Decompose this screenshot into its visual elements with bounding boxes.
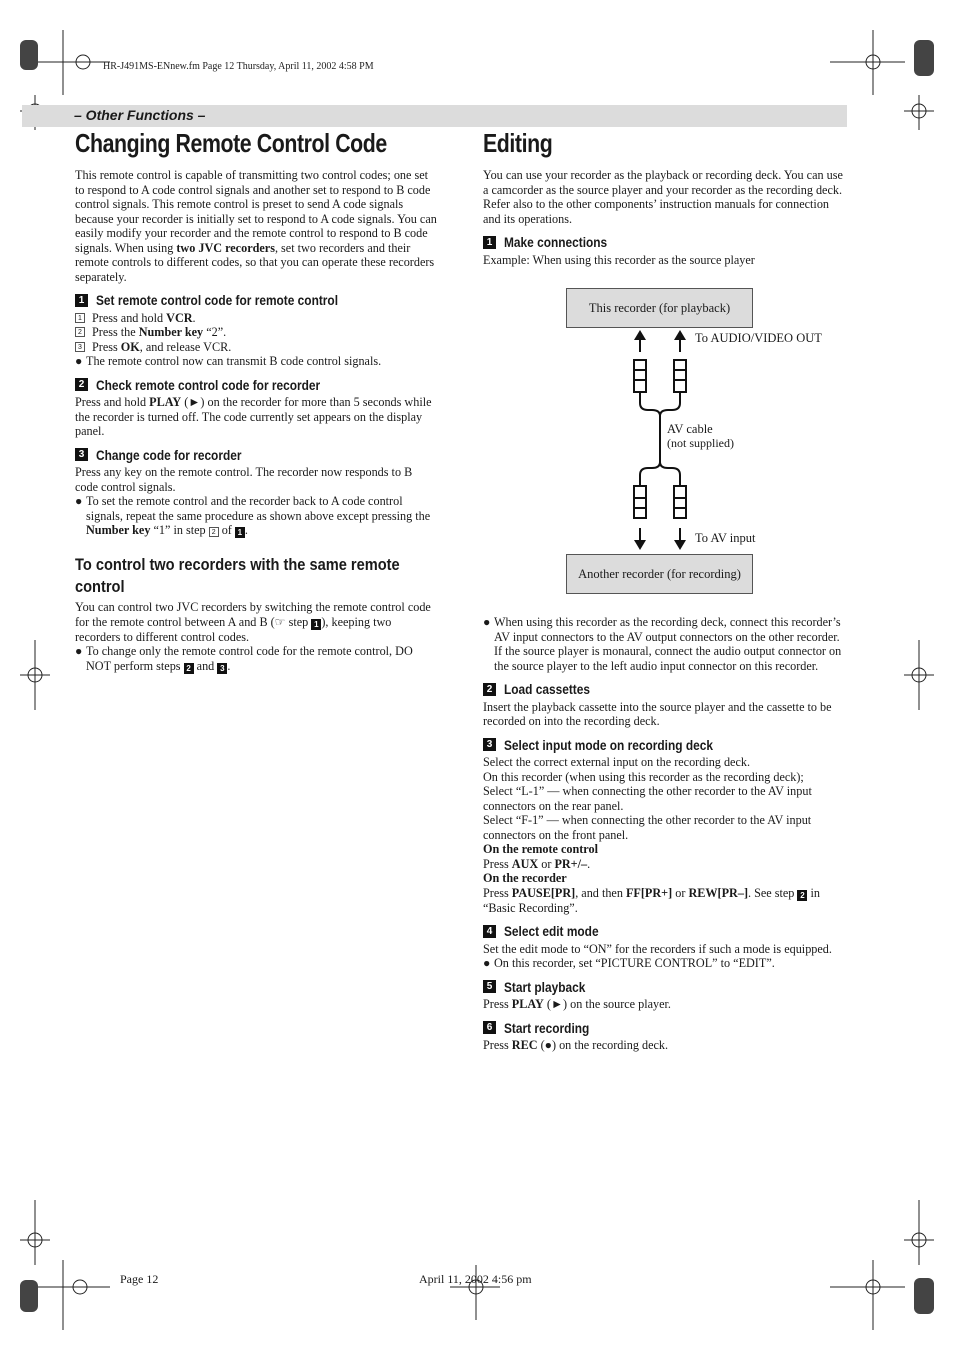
- edit-step-1-note: ● When using this recorder as the recording deck, connect this recorder’s AV input connectors to the AV output connectors on the other recorder. If the source player is monaural, connect the audio output connector on the source player to the left audio input connector on this recorder.: [483, 615, 842, 673]
- edit-step-3-line-1: Select the correct external input on the recording deck.: [483, 755, 750, 769]
- subsection-title: To control two recorders with the same remote control: [75, 555, 400, 596]
- edit-step-1-heading: 1 Make connections: [483, 235, 848, 250]
- out-label: To AUDIO/VIDEO OUT: [695, 331, 822, 345]
- step-1-heading: 1 Set remote control code for remote control: [75, 293, 437, 308]
- edit-step-5-heading: 5 Start playback: [483, 980, 848, 995]
- file-header: HR-J491MS-ENnew.fm Page 12 Thursday, April 11, 2002 4:58 PM: [103, 61, 374, 72]
- recording-recorder-box: Another recorder (for recording): [566, 554, 753, 594]
- edit-step-3-heading: 3 Select input mode on recording deck: [483, 738, 848, 753]
- section-title: – Other Functions –: [74, 107, 206, 123]
- editing-intro: You can use your recorder as the playback or recording deck. You can use a camcorder as the source player and your recorder as the recording deck. Refer also to the other components’ instruction manuals for connection and its operations.: [483, 168, 843, 226]
- cable-label-2: (not supplied): [667, 436, 734, 450]
- substep-1: 1 Press and hold VCR.: [75, 311, 437, 326]
- edit-step-6-heading: 6 Start recording: [483, 1021, 848, 1036]
- step-2-heading: 2 Check remote control code for recorder: [75, 378, 437, 393]
- edit-step-2-text: Insert the playback cassette into the source player and the cassette to be recorded on into the recording deck.: [483, 699, 832, 728]
- subsection-note: ● To change only the remote control code for the remote control, DO NOT perform steps 2 and 3 .: [75, 644, 413, 673]
- left-column: [75, 128, 437, 674]
- subsection-text: You can control two JVC recorders by switching the remote control code for the remote control between A and B (☞ step 1 ), keeping two recorders to different control codes.: [75, 600, 431, 644]
- substep-2: 2 Press the Number key “2”.: [75, 325, 437, 340]
- recorder-heading: On the recorder: [483, 871, 567, 885]
- edit-step-4-note: ● On this recorder, set “PICTURE CONTROL” to “EDIT”.: [483, 956, 775, 970]
- footer-page: Page 12: [120, 1272, 159, 1286]
- cable-label-1: AV cable: [667, 422, 713, 436]
- edit-step-3-line-3: Select “L-1” — when connecting the other recorder to the AV input connectors on the rear panel.: [483, 784, 812, 813]
- recorder-text: Press PAUSE[PR], and then FF[PR+] or REW[PR–]. See step 2 in “Basic Recording”.: [483, 885, 820, 915]
- right-column: [483, 128, 848, 267]
- section-bar: [22, 105, 847, 127]
- page-title-remote-code: Changing Remote Control Code: [75, 128, 387, 158]
- edit-step-4-heading: 4 Select edit mode: [483, 924, 848, 939]
- edit-step-4-text: Set the edit mode to “ON” for the recorders if such a mode is equipped.: [483, 941, 832, 956]
- playback-recorder-box: This recorder (for playback): [566, 288, 753, 328]
- step-3-heading: 3 Change code for recorder: [75, 448, 437, 463]
- footer-date: April 11, 2002 4:56 pm: [419, 1272, 532, 1286]
- step-1-note: ● The remote control now can transmit B code control signals.: [75, 354, 382, 368]
- step-2-text: Press and hold PLAY (►) on the recorder for more than 5 seconds while the recorder is turned off. The code currently set appears on the display panel.: [75, 395, 432, 438]
- step-3-note: ● To set the remote control and the recorder back to A code control signals, repeat the same procedure as shown above except pressing the Number key “1” in step 2 of 1 .: [75, 494, 431, 537]
- remote-control-heading: On the remote control: [483, 842, 598, 856]
- edit-step-3-line-4: Select “F-1” — when connecting the other recorder to the AV input connectors on the front panel.: [483, 813, 812, 842]
- edit-step-3-line-2: On this recorder (when using this recorder as the recording deck);: [483, 769, 804, 784]
- edit-step-1-text: Example: When using this recorder as the source player: [483, 252, 755, 267]
- in-label: To AV input: [695, 531, 756, 545]
- edit-step-2-heading: 2 Load cassettes: [483, 682, 848, 697]
- remote-code-intro: This remote control is capable of transmitting two control codes; one set to respond to A code control signals and another set to respond to B code control signals. This remote control is preset to send A code signals because your recorder is initially set to respond to A code signals. You can easily modify your recorder and the remote control to respond to B code signals. When using two JVC recorders, set two recorders and their remote controls to different codes, so that you can operate these recorders separately.: [75, 168, 437, 284]
- page-title-editing: Editing: [483, 128, 553, 158]
- edit-step-6-text: Press REC (●) on the recording deck.: [483, 1038, 669, 1052]
- substep-3: 3 Press OK, and release VCR.: [75, 340, 437, 355]
- edit-step-5-text: Press PLAY (►) on the source player.: [483, 997, 671, 1011]
- remote-control-text: Press AUX or PR+/–.: [483, 856, 591, 871]
- right-column-lower: [483, 615, 848, 1053]
- step-3-text: Press any key on the remote control. The recorder now responds to B code control signals.: [75, 465, 413, 494]
